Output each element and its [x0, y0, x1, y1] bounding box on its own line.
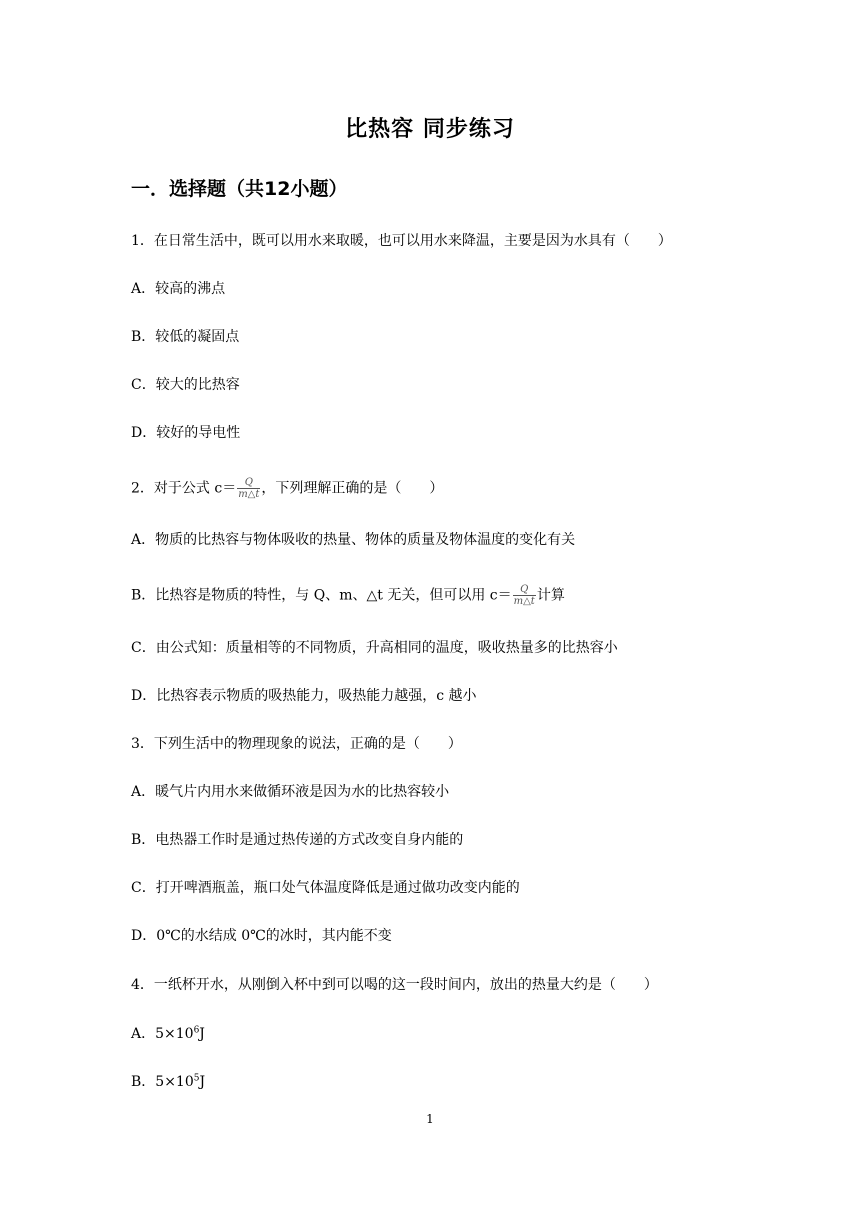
formula-fraction — [237, 477, 260, 500]
question-4-option-a-exponent: 6 — [193, 1025, 200, 1036]
question-2-stem — [131, 477, 444, 500]
section-heading: 一．选择题（共12小题） — [131, 178, 348, 200]
question-1-option-d: D．较好的导电性 — [131, 425, 241, 441]
question-2-option-a: A．物质的比热容与物体吸收的热量、物体的质量及物体温度的变化有关 — [131, 532, 576, 548]
question-3-option-d: D．0℃的水结成 0℃的冰时，其内能不变 — [131, 928, 392, 944]
question-2-stem-prefix: 2．对于公式 c＝ — [131, 480, 237, 497]
question-4-option-b — [131, 1072, 205, 1092]
question-3-option-c: C．打开啤酒瓶盖，瓶口处气体温度降低是通过做功改变内能的 — [131, 880, 520, 896]
formula-numerator: Q — [237, 477, 260, 489]
question-3-option-b: B．电热器工作时是通过热传递的方式改变自身内能的 — [131, 832, 464, 848]
question-1-option-c: C．较大的比热容 — [131, 377, 240, 393]
question-2-option-b-prefix: B．比热容是物质的特性，与 Q、m、△t 无关，但可以用 c＝ — [131, 587, 512, 604]
question-2-option-c: C．由公式知：质量相等的不同物质，升高相同的温度，吸收热量多的比热容小 — [131, 640, 618, 656]
formula-denominator: m△t — [238, 489, 260, 500]
question-2-option-b — [131, 584, 565, 607]
question-4-option-a-base: A．5×10 — [131, 1026, 194, 1042]
question-4-option-b-base: B．5×10 — [131, 1074, 194, 1090]
formula-numerator: Q — [513, 584, 536, 596]
page-number: 1 — [426, 1112, 434, 1126]
question-4-option-b-exponent: 5 — [193, 1073, 200, 1084]
question-1-stem: 1．在日常生活中，既可以用水来取暖，也可以用水来降温，主要是因为水具有（ ） — [131, 233, 672, 249]
question-4-option-b-unit: J — [199, 1074, 206, 1090]
question-1-option-a: A．较高的沸点 — [131, 281, 226, 297]
question-1-option-b: B．较低的凝固点 — [131, 329, 240, 345]
question-4-option-a-unit: J — [199, 1026, 205, 1042]
question-4-option-a — [131, 1024, 205, 1044]
question-2-option-d: D．比热容表示物质的吸热能力，吸热能力越强，c 越小 — [131, 688, 477, 704]
question-3-option-a: A．暖气片内用水来做循环液是因为水的比热容较小 — [131, 784, 450, 800]
formula-denominator: m△t — [513, 596, 535, 607]
page-title: 比热容 同步练习 — [345, 117, 515, 142]
question-2-stem-suffix: ，下列理解正确的是（ ） — [261, 480, 444, 497]
question-3-stem: 3．下列生活中的物理现象的说法，正确的是（ ） — [131, 736, 462, 752]
question-2-option-b-suffix: 计算 — [536, 587, 565, 604]
question-4-stem: 4．一纸杯开水，从刚倒入杯中到可以喝的这一段时间内，放出的热量大约是（ ） — [131, 977, 658, 993]
formula-fraction — [513, 584, 536, 607]
